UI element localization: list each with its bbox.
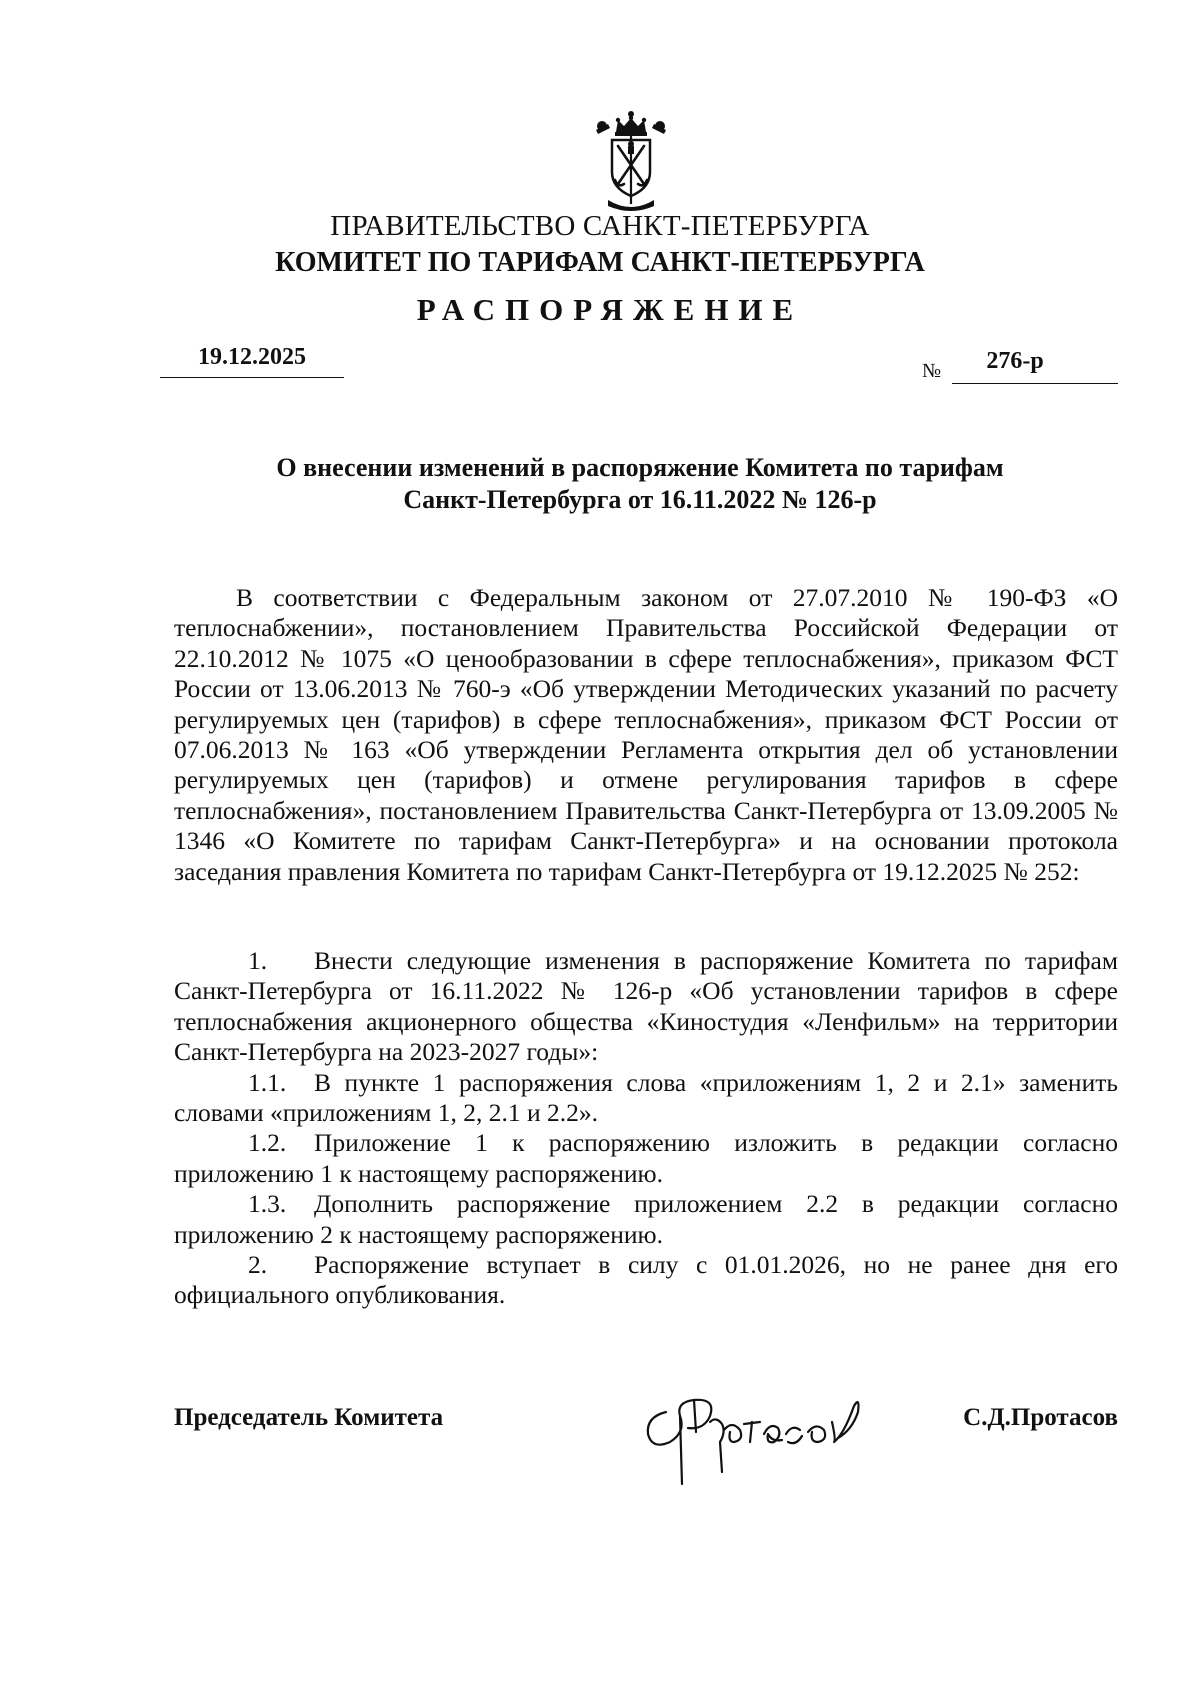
item-number: 1. [248, 946, 268, 975]
item-text: В пункте 1 распоряжения слова «приложениям 1, 2 и 2.1» заменить словами «приложениям 1, 2, 2.1 и 2.2». [174, 1067, 1118, 1128]
signatory-position: Председатель Комитета [174, 1404, 444, 1431]
order-item [174, 1250, 1118, 1311]
subject-line-2: Санкт-Петербурга от 16.11.2022 № 126-р [403, 485, 877, 514]
item-text: Распоряжение вступает в силу с 01.01.2026, но не ранее дня его официального опубликования. [174, 1250, 1118, 1310]
signature-block [174, 1390, 1118, 1480]
document-type-title: РАСПОРЯЖЕНИЕ [416, 292, 804, 327]
handwritten-signature-icon [636, 1372, 906, 1492]
document-number [922, 348, 1118, 384]
order-items [174, 946, 1118, 1311]
item-text: Приложение 1 к распоряжению изложить в редакции согласно приложению 1 к настоящему распоряжению. [174, 1128, 1118, 1188]
item-number: 1.1. [248, 1067, 287, 1097]
order-item [174, 1068, 1118, 1129]
government-title: ПРАВИТЕЛЬСТВО САНКТ-ПЕТЕРБУРГА [330, 210, 870, 242]
item-number: 2. [248, 1250, 268, 1280]
number-sign: № [922, 360, 942, 382]
item-text: Внести следующие изменения в распоряжение Комитета по тарифам Санкт-Петербурга от 16.11.2022 № 126-р «Об установлении тарифов в сфере теплоснабжения акционерного общества «Киностудия «Ленфильм» на территории Санкт-Петербурга на 2023-2027 годы»: [174, 946, 1118, 1067]
order-item [174, 1128, 1118, 1189]
subject-line-1: О внесении изменений в распоряжение Комитета по тарифам [276, 453, 1004, 482]
order-item [174, 946, 1118, 1068]
number-value: 276-р [952, 348, 1118, 384]
item-text: Дополнить распоряжение приложением 2.2 в редакции согласно приложению 2 к настоящему распоряжению. [174, 1189, 1118, 1249]
document-date: 19.12.2025 [160, 344, 344, 378]
document-subject [160, 452, 1120, 516]
item-number: 1.2. [248, 1128, 287, 1158]
committee-title: КОМИТЕТ ПО ТАРИФАМ САНКТ-ПЕТЕРБУРГА [275, 247, 925, 278]
signatory-name: С.Д.Протасов [963, 1404, 1118, 1431]
preamble-paragraph: В соответствии с Федеральным законом от 27.07.2010 № 190-ФЗ «О теплоснабжении», постановлением Правительства Российской Федерации от 22.10.2012 № 1075 «О ценообразовании в сфере теплоснабжения», приказом ФСТ России от 13.06.2013 № 760-э «Об утверждении Методических указаний по расчету регулируемых цен (тарифов) в сфере теплоснабжения», приказом ФСТ России от 07.06.2013 № 163 «Об утверждении Регламента открытия дел об установлении регулируемых цен (тарифов) и отмене регулирования тарифов в сфере теплоснабжения», постановлением Правительства Санкт-Петербурга от 13.09.2005 № 1346 «О Комитете по тарифам Санкт-Петербурга» и на основании протокола заседания правления Комитета по тарифам Санкт-Петербурга от 19.12.2025 № 252: [174, 583, 1118, 886]
item-number: 1.3. [248, 1189, 287, 1219]
order-item [174, 1189, 1118, 1250]
coat-of-arms-icon [588, 108, 674, 214]
